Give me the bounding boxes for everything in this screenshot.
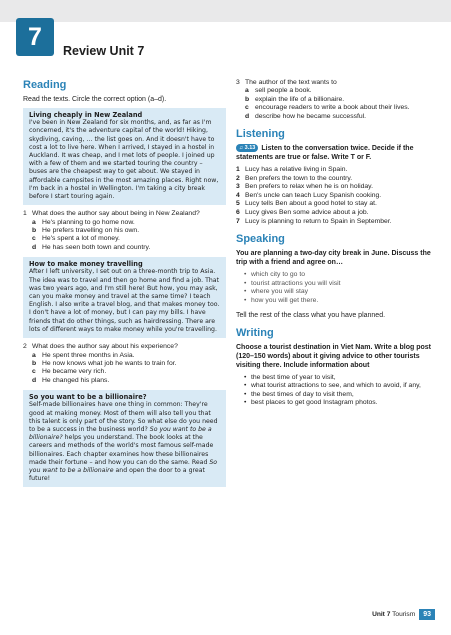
item-number: 5 xyxy=(236,200,240,208)
bullet-text: which city to go to xyxy=(251,271,306,279)
reading-text-3 xyxy=(23,390,226,487)
list-item xyxy=(236,218,436,227)
headphones-icon: ♫ xyxy=(239,145,244,152)
unit-number-tab: 7 xyxy=(16,18,54,56)
speaking-bullets xyxy=(236,271,436,305)
item-text: Ben prefers to relax when he is on holiday. xyxy=(245,183,373,191)
item-text: Lucy has a relative living in Spain. xyxy=(245,166,348,174)
list-item: • what tourist attractions to see, and which to avoid, if any, xyxy=(244,382,421,390)
speaking-heading: Speaking xyxy=(236,233,285,246)
speaking-closing: Tell the rest of the class what you have planned. xyxy=(236,311,386,319)
listening-heading: Listening xyxy=(236,128,285,141)
option-2c[interactable] xyxy=(23,368,226,376)
text-3-body-start: Self-made billionaires have one thing in common: They're good at making money. Most of them will also tell you that this talent is only part of the story. So what else do you need to be a success in the business world? xyxy=(29,401,218,433)
bullet-text: tourist attractions you will visit xyxy=(251,279,341,287)
option-text: He became very rich. xyxy=(42,368,107,376)
book-title-italic: So you want to be a billionaire xyxy=(29,458,218,474)
listening-instruction xyxy=(236,144,436,162)
item-text: Ben prefers the town to the country. xyxy=(245,174,353,182)
text-3-body xyxy=(29,401,221,483)
page-footer xyxy=(372,609,435,620)
item-number: 7 xyxy=(236,217,240,225)
list-item: • tourist attractions you will visit xyxy=(244,279,341,287)
list-item xyxy=(236,209,436,218)
list-item: • how you will get there. xyxy=(244,296,319,304)
question-number: 2 xyxy=(23,343,27,351)
question-1 xyxy=(23,210,226,218)
speaking-instruction: You are planning a two-day city break in June. Discuss the trip with a friend and agree on… xyxy=(236,250,431,267)
item-number: 2 xyxy=(236,174,240,182)
option-text: He prefers travelling on his own. xyxy=(42,227,140,235)
bullet-text: how you will get there. xyxy=(251,296,319,304)
reading-text-1 xyxy=(23,108,226,205)
option-2a[interactable] xyxy=(23,352,226,360)
option-letter: a xyxy=(245,87,249,95)
option-letter: b xyxy=(32,359,37,367)
list-item: • which city to go to xyxy=(244,271,306,279)
text-1-body: I've been in New Zealand for six months, and, as far as I'm concerned, it's the adventure capital of the world! Hiking, skydiving, caving, … the list goes on. And it doesn't have to cost a lot to live here. When I arrived, I stayed in a hostel in Auckland. It was cheap, and I met lots of people. I joined up with a few of them and we started touring the country – buses are the cheapest way to get about. We stayed in affordable campsites in the most amazing places. Right now, I'm back in a hostel in Wellington. I'm taking a city break before I start touring again. xyxy=(29,119,219,201)
reading-instruction: Read the texts. Circle the correct option (a–d). xyxy=(23,96,167,103)
page-number: 93 xyxy=(419,609,435,620)
question-3-options xyxy=(236,87,436,121)
text-2-title: How to make money travelling xyxy=(29,260,143,269)
item-text: Lucy gives Ben some advice about a job. xyxy=(245,209,369,216)
text-3-body-mid: helps you understand. The book looks at the careers and methods of the world's most famous self-made billionaires. Each chapter examines how these billionaires made their fortune – and how you can do the same. Read xyxy=(29,434,214,466)
question-3 xyxy=(236,79,436,87)
option-1b[interactable] xyxy=(23,227,226,235)
option-2b[interactable] xyxy=(23,360,226,368)
writing-instruction: Choose a tourist destination in Viet Nam. Write a blog post (120–150 words) about it giving advice to other tourists visiting there. Include information about xyxy=(236,343,431,369)
question-2-options xyxy=(23,352,226,386)
item-number: 4 xyxy=(236,191,240,199)
item-number: 3 xyxy=(236,183,240,191)
option-text: He now knows what job he wants to train for. xyxy=(42,359,177,367)
writing-heading: Writing xyxy=(236,326,274,339)
page-title: Review Unit 7 xyxy=(63,44,145,58)
question-1-options xyxy=(23,219,226,253)
list-item: • the best times of day to visit them, xyxy=(244,390,354,398)
option-3a[interactable] xyxy=(236,87,436,95)
text-3-title: So you want to be a billionaire? xyxy=(29,393,147,402)
question-2 xyxy=(23,343,226,351)
option-text: He changed his plans. xyxy=(42,376,110,384)
reading-heading: Reading xyxy=(23,79,67,91)
option-3c[interactable] xyxy=(236,104,436,112)
audio-track-number: 3.13 xyxy=(244,145,256,152)
list-item: • where you will stay xyxy=(244,288,309,296)
option-1a[interactable] xyxy=(23,219,226,227)
option-text: describe how he became successful. xyxy=(255,112,367,120)
item-text: Lucy tells Ben about a good hotel to stay at. xyxy=(245,200,377,208)
option-1d[interactable] xyxy=(23,244,226,252)
bullet-text: what tourist attractions to see, and which to avoid, if any, xyxy=(251,382,421,390)
reading-text-2 xyxy=(23,257,226,338)
option-2d[interactable] xyxy=(23,377,226,385)
option-letter: c xyxy=(245,104,249,112)
option-text: sell people a book. xyxy=(255,87,312,95)
item-text: Ben's uncle can teach Lucy Spanish cooking. xyxy=(245,191,382,199)
option-text: He spent three months in Asia. xyxy=(42,351,135,359)
text-1-title: Living cheaply in New Zealand xyxy=(29,111,143,119)
listening-instruction-text: Listen to the conversation twice. Decide if the statements are true or false. Write T or F. xyxy=(236,145,414,162)
item-number: 6 xyxy=(236,209,240,216)
option-3d[interactable] xyxy=(236,113,436,121)
question-number: 3 xyxy=(236,79,240,86)
list-item xyxy=(236,200,436,209)
audio-track-badge[interactable] xyxy=(236,144,258,152)
option-text: explain the life of a billionaire. xyxy=(255,95,345,103)
bullet-text: the best times of day to visit them, xyxy=(251,390,354,398)
bullet-text: best places to get good Instagram photos. xyxy=(251,399,378,407)
option-letter: a xyxy=(32,218,36,226)
option-letter: d xyxy=(32,376,37,384)
option-text: encourage readers to write a book about their lives. xyxy=(255,104,410,112)
text-3-body-end: and open the door to a great future! xyxy=(29,466,205,483)
option-letter: b xyxy=(32,227,37,235)
list-item: • best places to get good Instagram photos. xyxy=(244,399,378,407)
option-text: He's spent a lot of money. xyxy=(42,235,120,243)
item-text: Lucy is planning to return to Spain in September. xyxy=(245,217,392,225)
question-number: 1 xyxy=(23,210,27,218)
left-column xyxy=(23,79,226,487)
list-item xyxy=(236,166,436,175)
bullet-text: where you will stay xyxy=(251,288,309,296)
writing-bullets xyxy=(236,374,436,408)
option-3b[interactable] xyxy=(236,96,436,104)
option-1c[interactable] xyxy=(23,235,226,243)
option-letter: a xyxy=(32,351,36,359)
footer-unit: Unit 7 xyxy=(372,611,391,618)
question-text: The author of the text wants to xyxy=(245,79,337,86)
option-letter: b xyxy=(245,95,250,103)
item-number: 1 xyxy=(236,166,240,174)
option-letter: d xyxy=(245,112,250,120)
option-letter: c xyxy=(32,368,36,376)
right-column xyxy=(236,79,436,408)
list-item xyxy=(236,192,436,201)
book-title-italic: So you want to be a billionaire? xyxy=(29,425,212,442)
question-text: What does the author say about his experience? xyxy=(32,343,178,351)
text-2-body: After I left university, I set out on a three-month trip to Asia. The idea was to travel and then go home and find a job. That was two years ago, and I'm still here! But how, you may ask, can you make money and travel at the same time? I teach English. I also write a travel blog, and that makes money too. I don't have a lot of money, but I can pay my bills. I have friends that do other things, such as hairdressing. There are lots of different ways to make money while you're travelling. xyxy=(29,268,220,333)
list-item xyxy=(236,175,436,184)
list-item xyxy=(236,183,436,192)
footer-topic: Tourism xyxy=(392,611,416,618)
question-text: What does the author say about being in New Zealand? xyxy=(32,210,200,218)
list-item: • the best time of year to visit, xyxy=(244,373,336,381)
listening-statements xyxy=(236,166,436,226)
top-band xyxy=(0,0,451,22)
footer-label xyxy=(372,611,415,618)
option-text: He's planning to go home now. xyxy=(42,218,135,226)
bullet-text: the best time of year to visit, xyxy=(251,373,336,381)
option-letter: c xyxy=(32,235,36,243)
option-text: He has seen both town and country. xyxy=(42,243,151,251)
option-letter: d xyxy=(32,243,37,251)
